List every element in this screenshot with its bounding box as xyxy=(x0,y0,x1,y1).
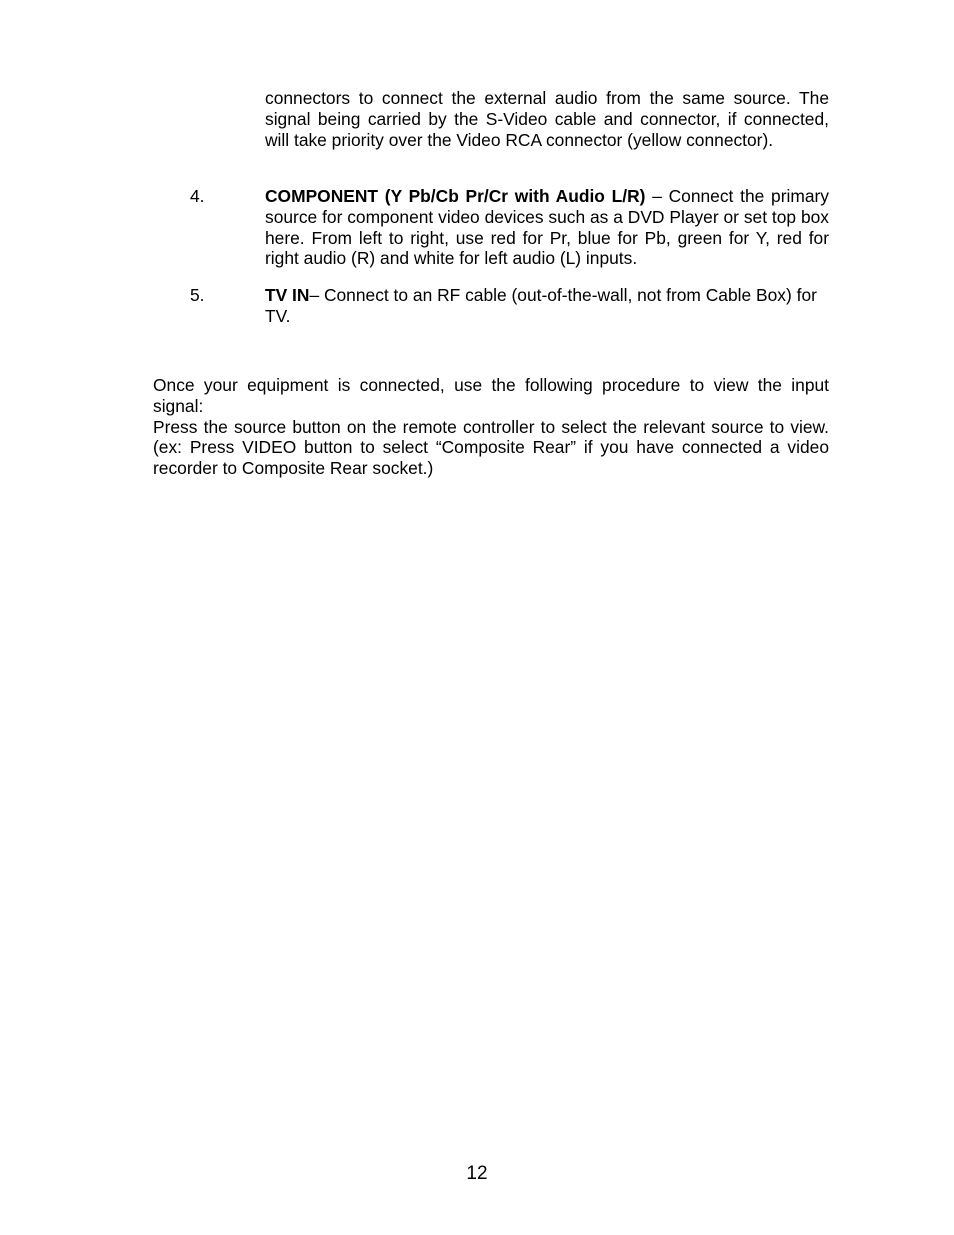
list-item-body xyxy=(265,285,840,327)
list-item-heading: COMPONENT (Y Pb/Cb Pr/Cr with Audio L/R) xyxy=(265,186,646,206)
procedure-instruction: Press the source button on the remote controller to select the relevant source to view. (ex: Press VIDEO button to select “Composite Rear” if you have connected a video recorder to Composite Rear socket.) xyxy=(153,416,829,479)
continuation-paragraph: connectors to connect the external audio from the same source. The signal being carried by the S-Video cable and connector, if connected, will take priority over the Video RCA connector (yellow connector). xyxy=(265,88,829,150)
procedure-intro: Once your equipment is connected, use the following procedure to view the input signal: xyxy=(153,375,829,416)
list-item-body xyxy=(265,186,829,269)
procedure-section xyxy=(153,375,829,479)
list-item-text: – Connect to an RF cable (out-of-the-wall, not from Cable Box) for TV. xyxy=(265,285,817,326)
list-item-heading: TV IN xyxy=(265,285,310,305)
list-item-number: 5. xyxy=(190,285,205,305)
page-number: 12 xyxy=(466,1163,488,1184)
list-item-number: 4. xyxy=(190,186,205,206)
list-item-text: – Connect the primary source for component video devices such as a DVD Player or set top box here. From left to right, use red for Pr, blue for Pb, green for Y, red for right audio (R) and white for left audio (L) inputs. xyxy=(265,186,829,269)
